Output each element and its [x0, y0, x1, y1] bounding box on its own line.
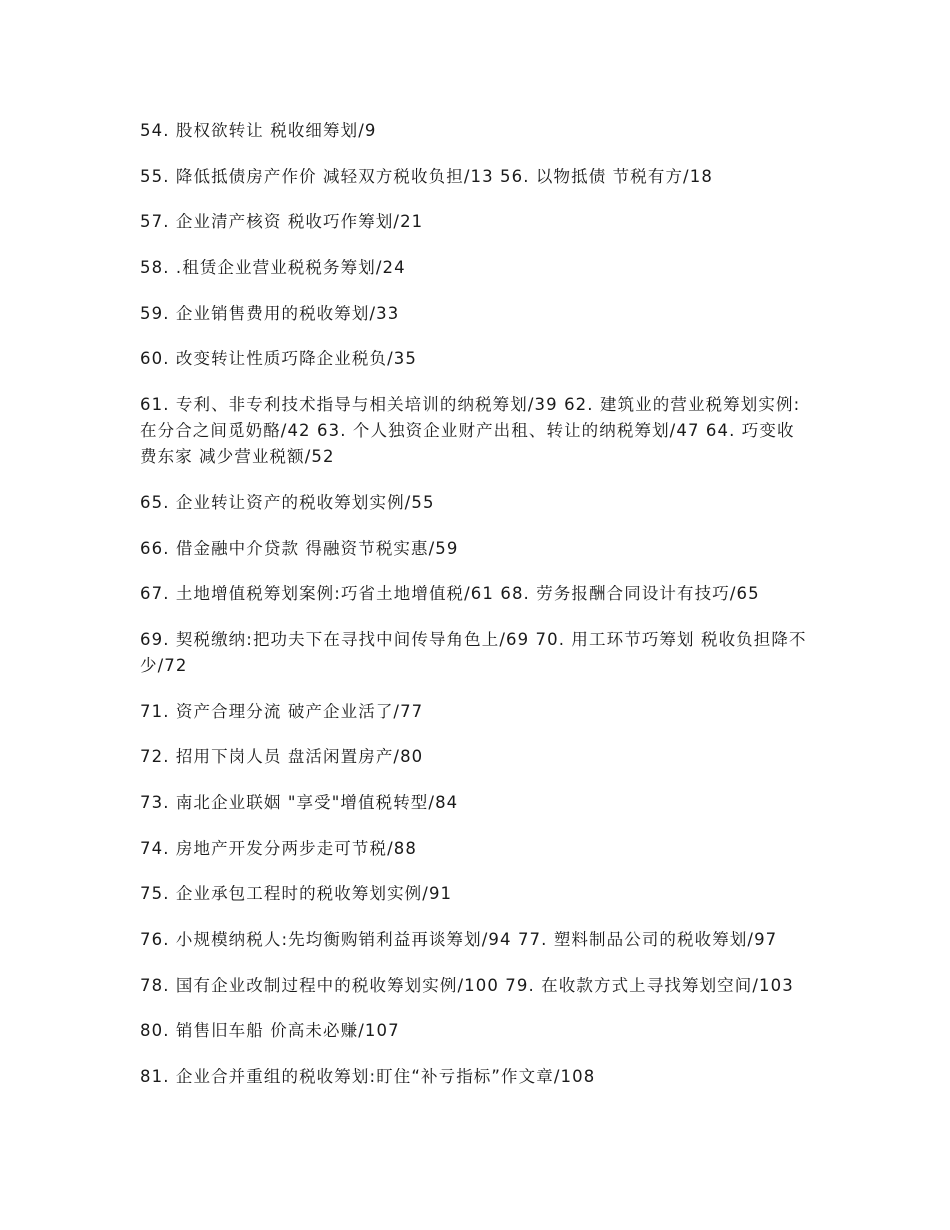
toc-entry: 66. 借金融中介贷款 得融资节税实惠/59	[140, 538, 459, 558]
toc-entry: 67. 土地增值税筹划案例:巧省土地增值税/61 68. 劳务报酬合同设计有技巧/65	[140, 584, 760, 604]
toc-entry: 76. 小规模纳税人:先均衡购销利益再谈筹划/94 77. 塑料制品公司的税收筹划/97	[140, 930, 778, 949]
toc-entry: 59. 企业销售费用的税收筹划/33	[140, 303, 400, 323]
toc-entry: 73. 南北企业联姻 "享受"增值税转型/84	[140, 792, 459, 812]
toc-entry: 58. .租赁企业营业税税务筹划/24	[140, 258, 406, 278]
toc-entry: 65. 企业转让资产的税收筹划实例/55	[140, 492, 435, 512]
toc-entry: 78. 国有企业改制过程中的税收筹划实例/100 79. 在收款方式上寻找筹划空间/103	[140, 975, 794, 995]
toc-entry: 55. 降低抵债房产作价 减轻双方税收负担/13 56. 以物抵债 节税有方/18	[140, 166, 713, 186]
toc-entry: 61. 专利、非专利技术指导与相关培训的纳税筹划/39 62. 建筑业的营业税筹划实例:在分合之间觅奶酪/42 63. 个人独资企业财产出租、转让的纳税筹划/47 64. 巧变收费东家 减少营业税额/52	[140, 395, 801, 467]
toc-entry: 57. 企业清产核资 税收巧作筹划/21	[140, 212, 424, 232]
toc-entry: 74. 房地产开发分两步走可节税/88	[140, 838, 417, 858]
toc-entry: 72. 招用下岗人员 盘活闲置房产/80	[140, 747, 424, 767]
toc-entry: 80. 销售旧车船 价高未必赚/107	[140, 1021, 400, 1041]
toc-entry: 81. 企业合并重组的税收筹划:盯住“补亏指标”作文章/108	[140, 1067, 596, 1087]
table-of-contents	[140, 118, 810, 1110]
toc-entry: 75. 企业承包工程时的税收筹划实例/91	[140, 884, 453, 904]
toc-entry: 71. 资产合理分流 破产企业活了/77	[140, 701, 424, 721]
toc-entry: 60. 改变转让性质巧降企业税负/35	[140, 349, 417, 369]
toc-entry: 69. 契税缴纳:把功夫下在寻找中间传导角色上/69 70. 用工环节巧筹划 税收负担降不少/72	[140, 629, 807, 675]
toc-entry: 54. 股权欲转让 税收细筹划/9	[140, 121, 377, 140]
